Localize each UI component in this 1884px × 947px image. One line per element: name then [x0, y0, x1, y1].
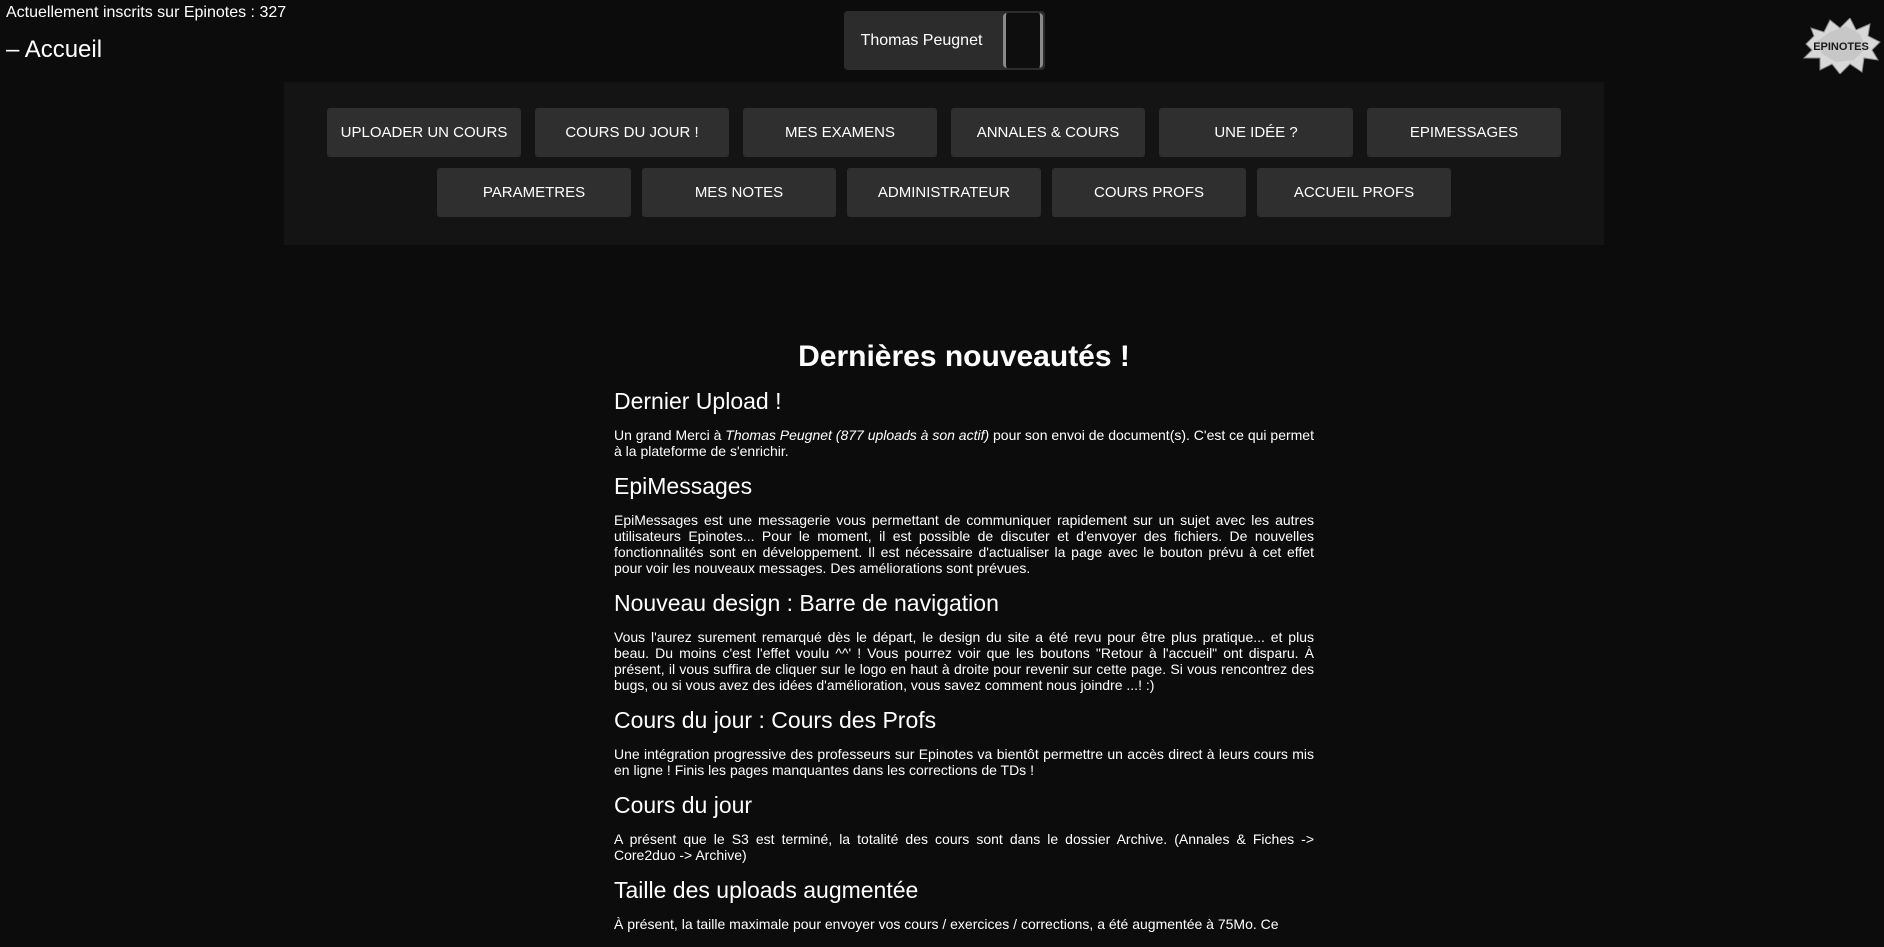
- news-text-cours-profs: Une intégration progressive des professeurs sur Epinotes va bientôt permettre un accès direct à leurs cours mis en ligne ! Finis les pages manquantes dans les corrections de TDs !: [614, 746, 1314, 778]
- nav-annales-cours[interactable]: ANNALES & COURS: [951, 108, 1145, 157]
- news-text-nouveau-design: Vous l'aurez surement remarqué dès le départ, le design du site a été revu pour être plus pratique... et plus beau. Du moins c'est l'effet voulu ^^' ! Vous pourrez voir que les boutons "Retour à l'accueil" ont disparu. À présent, il vous suffira de cliquer sur le logo en haut à droite pour revenir sur cette page. Si vous rencontrez des bugs, ou si vous avez des idées d'amélioration, vous savez comment nous joindre ...! :): [614, 629, 1314, 693]
- upload-text-user: Thomas Peugnet (877 uploads à son actif): [725, 427, 990, 443]
- logo-icon: [1800, 18, 1882, 74]
- user-menu-toggle[interactable]: [1003, 13, 1043, 68]
- news-heading-cours-profs: Cours du jour : Cours des Profs: [614, 707, 937, 733]
- news-heading-cours-du-jour: Cours du jour: [614, 792, 753, 818]
- nav-parametres[interactable]: PARAMETRES: [437, 168, 631, 217]
- user-name[interactable]: Thomas Peugnet: [860, 31, 983, 49]
- epinotes-logo[interactable]: [1800, 18, 1882, 74]
- nav-mes-examens[interactable]: MES EXAMENS: [743, 108, 937, 157]
- news-section: [614, 340, 1314, 946]
- news-title: Dernières nouveautés !: [798, 340, 1130, 373]
- nav-cours-du-jour[interactable]: COURS DU JOUR !: [535, 108, 729, 157]
- breadcrumb[interactable]: – Accueil: [6, 36, 103, 63]
- members-count: Actuellement inscrits sur Epinotes : 327: [6, 4, 287, 21]
- upload-text-before: Un grand Merci à: [614, 427, 726, 443]
- news-text-dernier-upload: [614, 427, 1314, 459]
- nav-epimessages[interactable]: EPIMESSAGES: [1367, 108, 1561, 157]
- news-text-cours-du-jour: A présent que le S3 est terminé, la totalité des cours sont dans le dossier Archive. (Annales & Fiches -> Core2duo -> Archive): [614, 831, 1314, 863]
- nav-mes-notes[interactable]: MES NOTES: [642, 168, 836, 217]
- news-heading-nouveau-design: Nouveau design : Barre de navigation: [614, 590, 999, 616]
- user-menu[interactable]: [844, 11, 1045, 70]
- upload-text-after: pour son envoi de document(s). C'est ce qui permet à la plateforme de s'enrichir.: [614, 427, 1314, 459]
- nav-cours-profs[interactable]: COURS PROFS: [1052, 168, 1246, 217]
- logo-text: EPINOTES: [1813, 41, 1869, 53]
- news-heading-epimessages: EpiMessages: [614, 473, 753, 499]
- navigation-bar: [284, 82, 1604, 245]
- news-text-taille-uploads: À présent, la taille maximale pour envoyer vos cours / exercices / corrections, a été augmentée à 75Mo. Ce: [614, 916, 1279, 932]
- nav-row-2: [284, 168, 1604, 217]
- nav-une-idee[interactable]: UNE IDÉE ?: [1159, 108, 1353, 157]
- nav-accueil-profs[interactable]: ACCUEIL PROFS: [1257, 168, 1451, 217]
- news-heading-dernier-upload: Dernier Upload !: [614, 388, 782, 414]
- news-text-epimessages: EpiMessages est une messagerie vous permettant de communiquer rapidement sur un sujet avec les autres utilisateurs Epinotes... Pour le moment, il est possible de discuter et d'envoyer des fichiers. De nouvelles fonctionnalités sont en développement. Il est nécessaire d'actualiser la page avec le bouton prévu à cet effet pour voir les nouveaux messages. Des améliorations sont prévues.: [614, 512, 1314, 576]
- nav-row-1: [284, 108, 1604, 157]
- nav-administrateur[interactable]: ADMINISTRATEUR: [847, 168, 1041, 217]
- news-heading-taille-uploads: Taille des uploads augmentée: [614, 877, 919, 903]
- nav-uploader-un-cours[interactable]: UPLOADER UN COURS: [327, 108, 521, 157]
